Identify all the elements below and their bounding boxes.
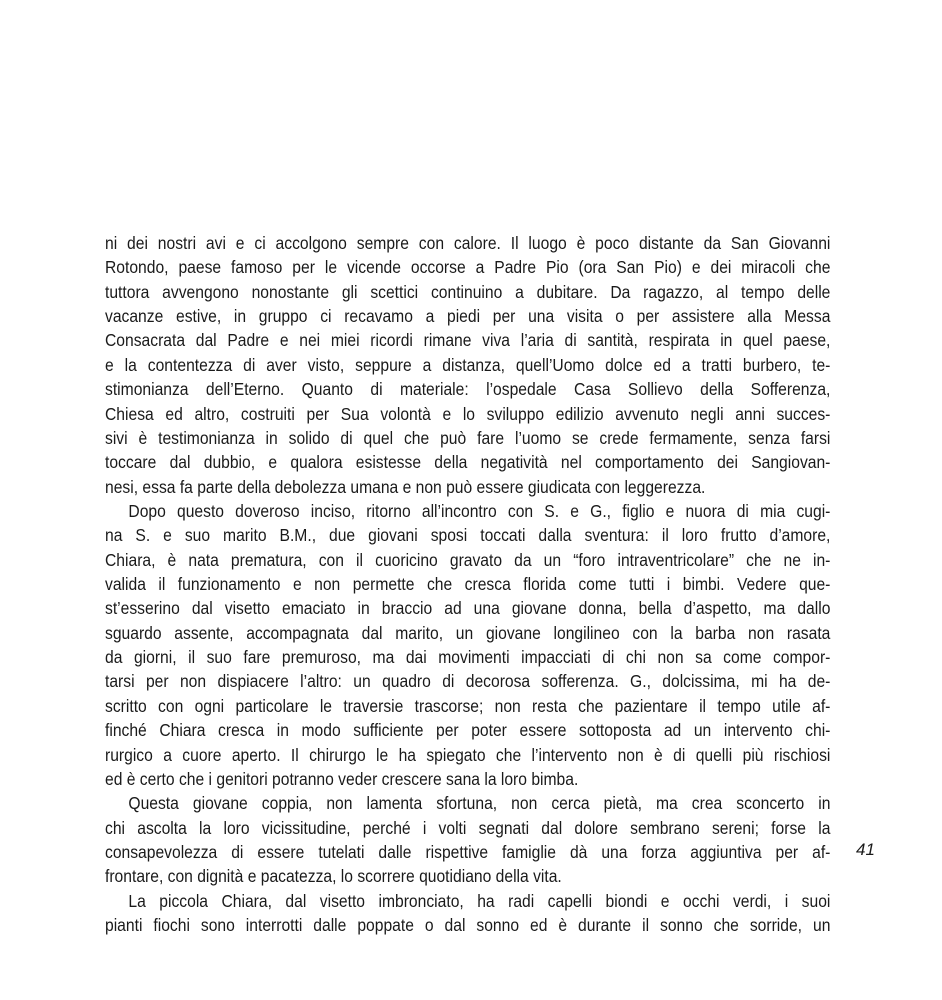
text-line: La piccola Chiara, dal visetto imbronciato, ha radi capelli biondi e occhi verdi, i suoi <box>128 890 831 911</box>
text-line: Questa giovane coppia, non lamenta sfortuna, non cerca pietà, ma crea sconcerto in <box>128 793 831 814</box>
text-line: pianti fiochi sono interrotti dalle poppate o dal sonno ed è durante il sonno che sorride, un <box>105 915 831 936</box>
text-line: tuttora avvengono nonostante gli scettici continuino a dubitare. Da ragazzo, al tempo delle <box>105 281 831 302</box>
text-line: toccare dal dubbio, e qualora esistesse della negatività nel comportamento dei Sangiovan- <box>105 452 831 473</box>
text-line: Rotondo, paese famoso per le vicende occorse a Padre Pio (ora San Pio) e dei miracoli che <box>105 257 831 278</box>
text-line: scritto con ogni particolare le traversie trascorse; non resta che pazientare il tempo utile af- <box>105 695 831 716</box>
paragraph <box>105 791 830 888</box>
body-text <box>105 231 830 937</box>
paragraph <box>105 231 830 499</box>
text-line: consapevolezza di essere tutelati dalle rispettive famiglie dà una forza aggiuntiva per af- <box>105 841 831 862</box>
text-line: stimonianza dell’Eterno. Quanto di materiale: l’ospedale Casa Sollievo della Sofferenza, <box>105 379 831 400</box>
paragraph <box>105 889 830 938</box>
text-line: finché Chiara cresca in modo sufficiente per poter essere sottoposta ad un intervento chi- <box>105 720 831 741</box>
text-line: Chiara, è nata prematura, con il cuoricino gravato da un “foro intraventricolare” che ne in- <box>105 549 831 570</box>
text-line: da giorni, il suo fare premuroso, ma dai movimenti impacciati di chi non sa come compor- <box>105 647 831 668</box>
text-line: nesi, essa fa parte della debolezza umana e non può essere giudicata con leggerezza. <box>105 476 706 497</box>
text-line: na S. e suo marito B.M., due giovani sposi toccati dalla sventura: il loro frutto d’amore, <box>105 525 831 546</box>
text-line: frontare, con dignità e pacatezza, lo scorrere quotidiano della vita. <box>105 866 562 887</box>
text-line: chi ascolta la loro vicissitudine, perché i volti segnati dal dolore sembrano sereni; forse la <box>105 817 831 838</box>
text-line: Dopo questo doveroso inciso, ritorno all’incontro con S. e G., figlio e nuora di mia cugi- <box>128 500 831 521</box>
text-line: st’esserino dal visetto emaciato in braccio ad una giovane donna, bella d’aspetto, ma dallo <box>105 598 831 619</box>
text-line: ni dei nostri avi e ci accolgono sempre con calore. Il luogo è poco distante da San Giovanni <box>105 233 831 253</box>
text-line: sivi è testimonianza in solido di quel che può fare l’uomo se crede fermamente, senza farsi <box>105 427 831 448</box>
text-line: vacanze estive, in gruppo ci recavamo a piedi per una visita o per assistere alla Messa <box>105 306 831 327</box>
text-line: rurgico a cuore aperto. Il chirurgo le ha spiegato che l’intervento non è di quelli più rischiosi <box>105 744 831 765</box>
text-line: sguardo assente, accompagnata dal marito, un giovane longilineo con la barba non rasata <box>105 622 831 643</box>
text-line: ed è certo che i genitori potranno veder crescere sana la loro bimba. <box>105 768 579 789</box>
text-line: e la contentezza di aver visto, seppure a distanza, quell’Uomo dolce ed a tratti burbero, te- <box>105 354 831 375</box>
text-line: Chiesa ed altro, costruiti per Sua volontà e lo sviluppo edilizio avvenuto negli anni succes- <box>105 403 831 424</box>
text-line: Consacrata dal Padre e nei miei ricordi rimane viva l’aria di santità, respirata in quel paese, <box>105 330 831 351</box>
text-line: valida il funzionamento e non permette che cresca florida come tutti i bimbi. Vedere que- <box>105 574 831 595</box>
paragraph <box>105 499 830 791</box>
page-number: 41 <box>856 840 875 859</box>
text-line: tarsi per non dispiacere l’altro: un quadro di decorosa sofferenza. G., dolcissima, mi ha de- <box>105 671 831 692</box>
